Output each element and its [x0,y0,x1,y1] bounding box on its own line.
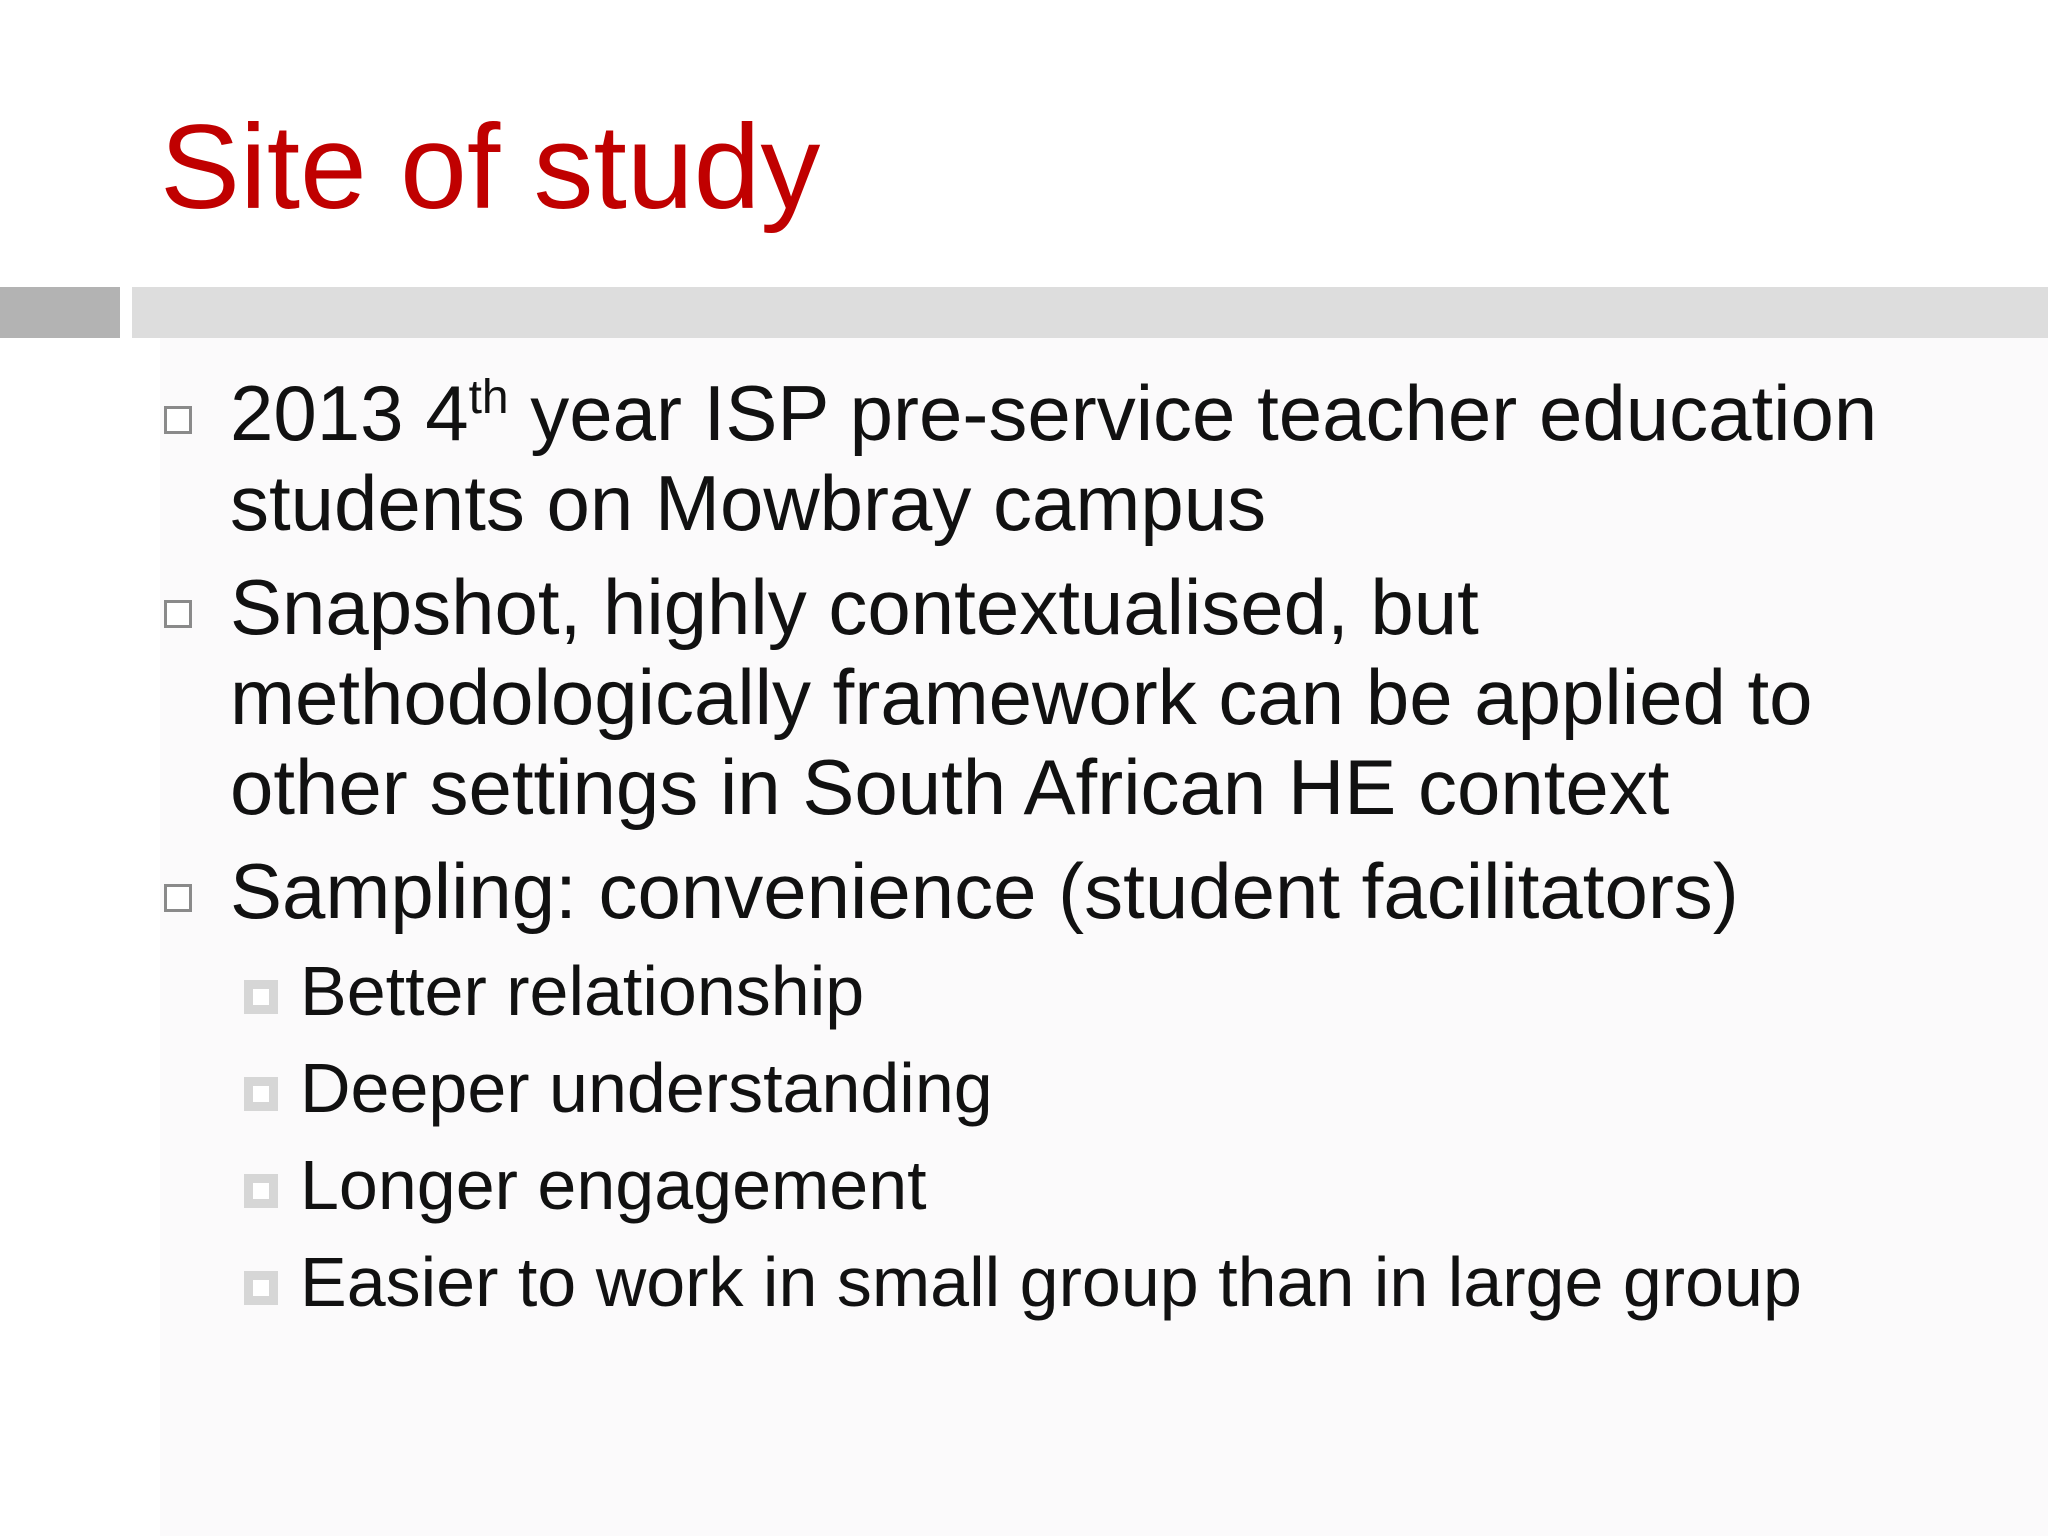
bullet-text: Sampling: convenience (student facilitators) [230,847,1739,935]
bullet-text: year ISP pre-service teacher education students on Mowbray campus [230,369,1878,547]
bullet-text-year: 2013 4 [230,369,469,457]
bullet-item [160,846,2000,936]
sub-bullet-item [240,1241,2000,1323]
filled-square-icon [244,1077,278,1111]
bullet-item [160,562,2000,832]
header-accent-bar-left [0,287,120,338]
hollow-square-icon [164,600,192,628]
sub-bullet-text: Better relationship [300,952,865,1030]
sub-bullet-text: Longer engagement [300,1146,927,1224]
sub-bullet-text: Easier to work in small group than in large group [300,1243,1802,1321]
hollow-square-icon [164,884,192,912]
header-accent-bar-right [132,287,2048,338]
slide-title: Site of study [160,100,821,234]
bullet-superscript: th [468,371,509,424]
sub-bullet-container [160,950,2000,1323]
sub-bullet-list [240,950,2000,1323]
sub-bullet-item [240,1144,2000,1226]
bullet-text: Snapshot, highly contextualised, but methodologically framework can be applied to other settings in South African HE context [230,563,1813,831]
bullet-item [160,368,2000,548]
sub-bullet-item [240,1047,2000,1129]
filled-square-icon [244,980,278,1014]
filled-square-icon [244,1271,278,1305]
sub-bullet-item [240,950,2000,1032]
hollow-square-icon [164,406,192,434]
bullet-list [160,368,2000,1338]
filled-square-icon [244,1174,278,1208]
sub-bullet-text: Deeper understanding [300,1049,993,1127]
